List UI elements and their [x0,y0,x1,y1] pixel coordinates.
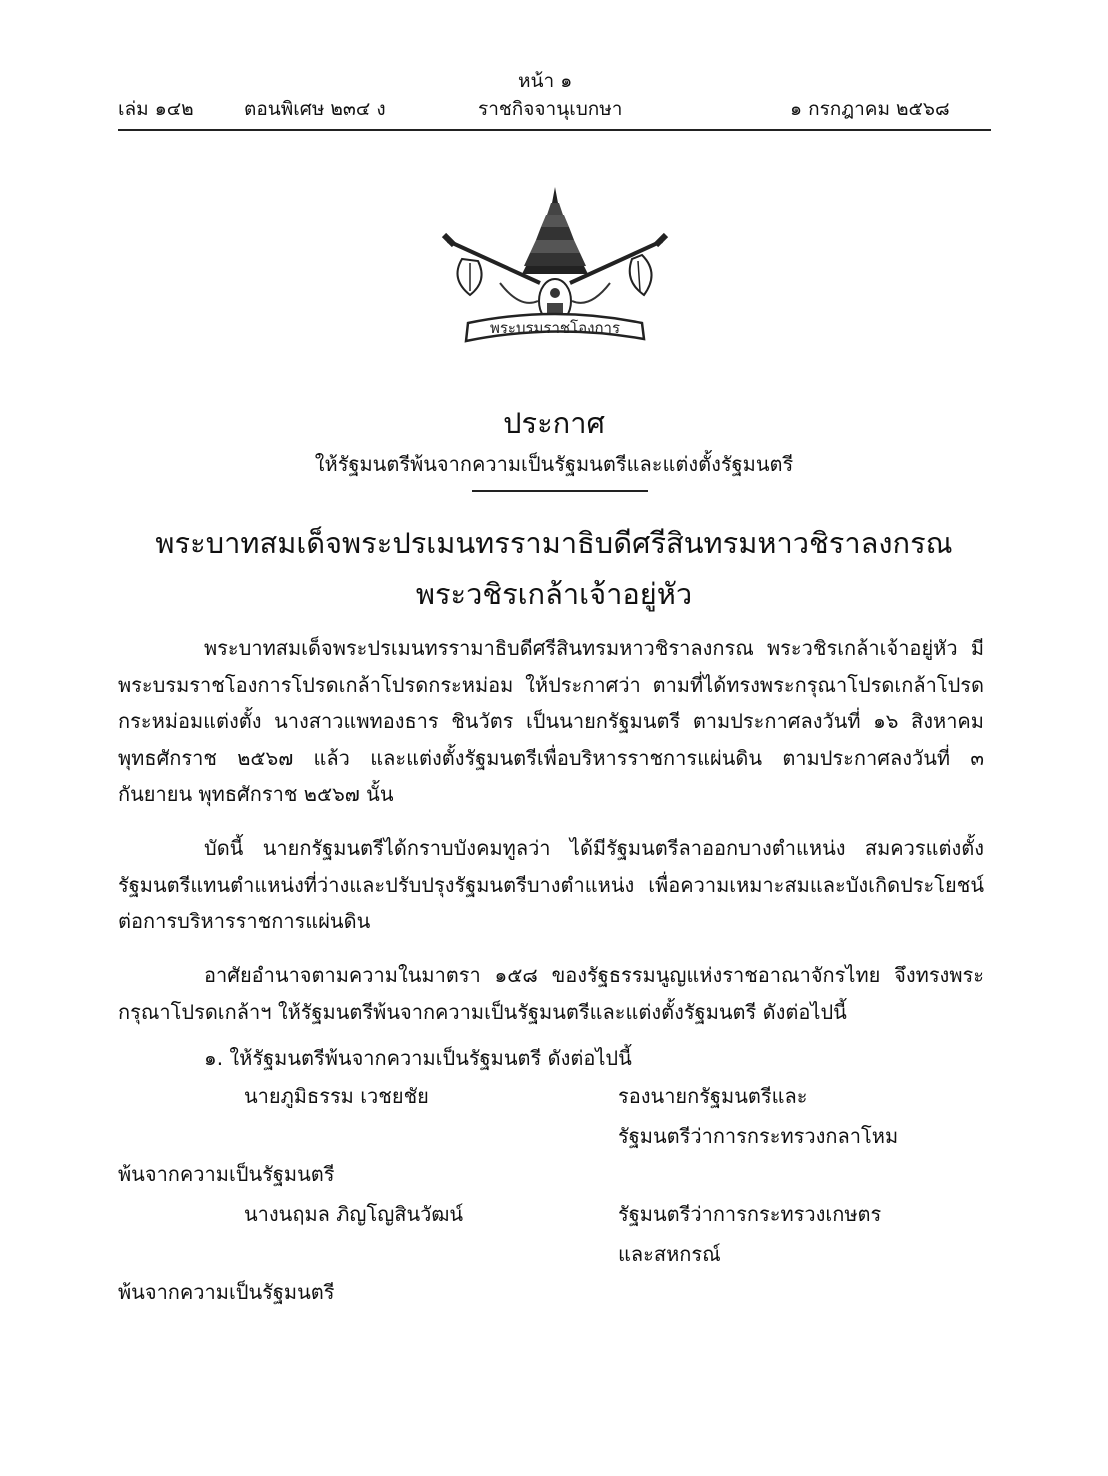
minister-position-line1: รัฐมนตรีว่าการกระทรวงเกษตร [618,1202,882,1226]
king-title-line2: พระวชิรเกล้าเจ้าอยู่หัว [415,577,693,611]
page-number: หน้า ๑ [518,70,573,92]
gazette-volume: เล่ม ๑๔๒ [118,98,194,120]
announcement-subject: ให้รัฐมนตรีพ้นจากความเป็นรัฐมนตรีและแต่งตั้งรัฐมนตรี [314,452,794,476]
minister-position-line2: และสหกรณ์ [618,1242,721,1266]
gazette-date: ๑ กรกฎาคม ๒๕๖๘ [790,98,950,120]
minister-status: พ้นจากความเป็นรัฐมนตรี [118,1280,335,1304]
royal-seal-icon [440,183,670,353]
gazette-section: ตอนพิเศษ ๒๓๔ ง [244,98,386,120]
paragraph-proclamation: พระบาทสมเด็จพระปรเมนทรรามาธิบดีศรีสินทรมหาวชิราลงกรณ พระวชิรเกล้าเจ้าอยู่หัว มีพระบรมราชโองการโปรดเกล้าโปรดกระหม่อม ให้ประกาศว่า ตามที่ได้ทรงพระกรุณาโปรดเกล้าโปรดกระหม่อมแต่งตั้ง นางสาวแพทองธาร ชินวัตร เป็นนายกรัฐมนตรี ตามประกาศลงวันที่ ๑๖ สิงหาคม พุทธศักราช ๒๕๖๗ แล้ว และแต่งตั้งรัฐมนตรีเพื่อบริหารราชการแผ่นดิน ตามประกาศลงวันที่ ๓ กันยายน พุทธศักราช ๒๕๖๗ นั้น [118,636,984,806]
paragraph-reason: บัดนี้ นายกรัฐมนตรีได้กราบบังคมทูลว่า ได้มีรัฐมนตรีลาออกบางตำแหน่ง สมควรแต่งตั้งรัฐมนตรีแทนตำแหน่งที่ว่างและปรับปรุงรัฐมนตรีบางตำแหน่ง เพื่อความเหมาะสมและบังเกิดประโยชน์ต่อการบริหารราชการแผ่นดิน [118,836,984,933]
item-1-heading: ๑. ให้รัฐมนตรีพ้นจากความเป็นรัฐมนตรี ดังต่อไปนี้ [204,1046,632,1070]
minister-name: นายภูมิธรรม เวชยชัย [244,1084,429,1108]
paragraph-authority: อาศัยอำนาจตามความในมาตรา ๑๕๘ ของรัฐธรรมนูญแห่งราชอาณาจักรไทย จึงทรงพระกรุณาโปรดเกล้าฯ ให้รัฐมนตรีพ้นจากความเป็นรัฐมนตรีและแต่งตั้งรัฐมนตรี ดังต่อไปนี้ [118,963,984,1024]
minister-position-line1: รองนายกรัฐมนตรีและ [618,1084,808,1108]
title-divider [472,490,648,492]
king-title-line1: พระบาทสมเด็จพระปรเมนทรรามาธิบดีศรีสินทรมหาวชิราลงกรณ [155,526,953,560]
gazette-name: ราชกิจจานุเบกษา [478,98,623,120]
header-rule [118,129,991,131]
announcement-heading: ประกาศ [503,406,605,440]
minister-position-line2: รัฐมนตรีว่าการกระทรวงกลาโหม [618,1124,899,1148]
ribbon-text: พระบรมราชโองการ [489,319,621,337]
minister-name: นางนฤมล ภิญโญสินวัฒน์ [244,1202,464,1226]
minister-status: พ้นจากความเป็นรัฐมนตรี [118,1162,335,1186]
